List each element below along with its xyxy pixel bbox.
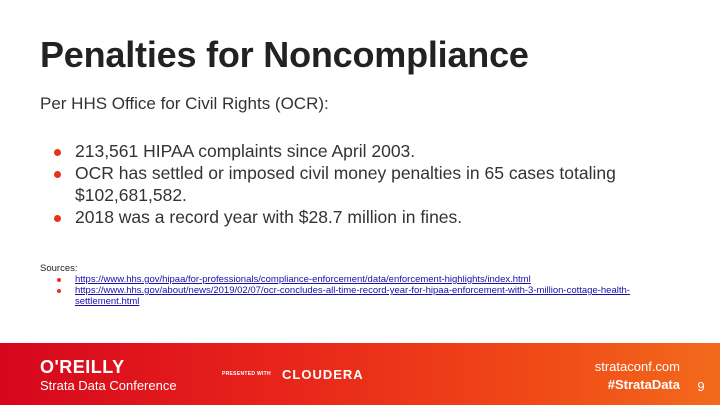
- cloudera-logo: CLOUDERA: [282, 367, 364, 382]
- conference-name: Strata Data Conference: [40, 378, 177, 393]
- bullet-text: 2018 was a record year with $28.7 million in fines.: [75, 207, 463, 227]
- hashtag-label: #StrataData: [607, 377, 680, 392]
- source-link[interactable]: https://www.hhs.gov/hipaa/for-professionals/compliance-enforcement/data/enforcement-highlights/index.html: [75, 274, 531, 285]
- footer-banner: [0, 343, 720, 405]
- source-item: [57, 285, 657, 307]
- source-link[interactable]: https://www.hhs.gov/about/news/2019/02/07/ocr-concludes-all-time-record-year-for-hipaa-enforcement-with-3-million-cottage-health-settlement.html: [75, 285, 630, 307]
- bullet-text: OCR has settled or imposed civil money penalties in 65 cases totaling $102,681,582.: [75, 163, 616, 205]
- source-dot: [57, 289, 61, 293]
- page-number: 9: [697, 379, 705, 394]
- bullet-dot: [54, 171, 61, 178]
- source-dot: [57, 278, 61, 282]
- bullet-dot: [54, 149, 61, 156]
- bullet-list: [52, 140, 652, 228]
- bullet-item: [52, 140, 652, 162]
- sources-list: [57, 274, 657, 307]
- slide-title: Penalties for Noncompliance: [40, 34, 529, 75]
- website-label: strataconf.com: [594, 359, 680, 374]
- oreilly-logo: O'REILLY: [40, 357, 125, 377]
- slide-subtitle: Per HHS Office for Civil Rights (OCR):: [40, 94, 329, 113]
- bullet-item: [52, 206, 652, 228]
- bullet-dot: [54, 215, 61, 222]
- sources-label: Sources:: [40, 263, 78, 274]
- presented-with-label: PRESENTED WITH: [222, 371, 271, 377]
- source-item: [57, 274, 657, 285]
- bullet-text: 213,561 HIPAA complaints since April 2003.: [75, 141, 416, 161]
- bullet-item: [52, 162, 652, 206]
